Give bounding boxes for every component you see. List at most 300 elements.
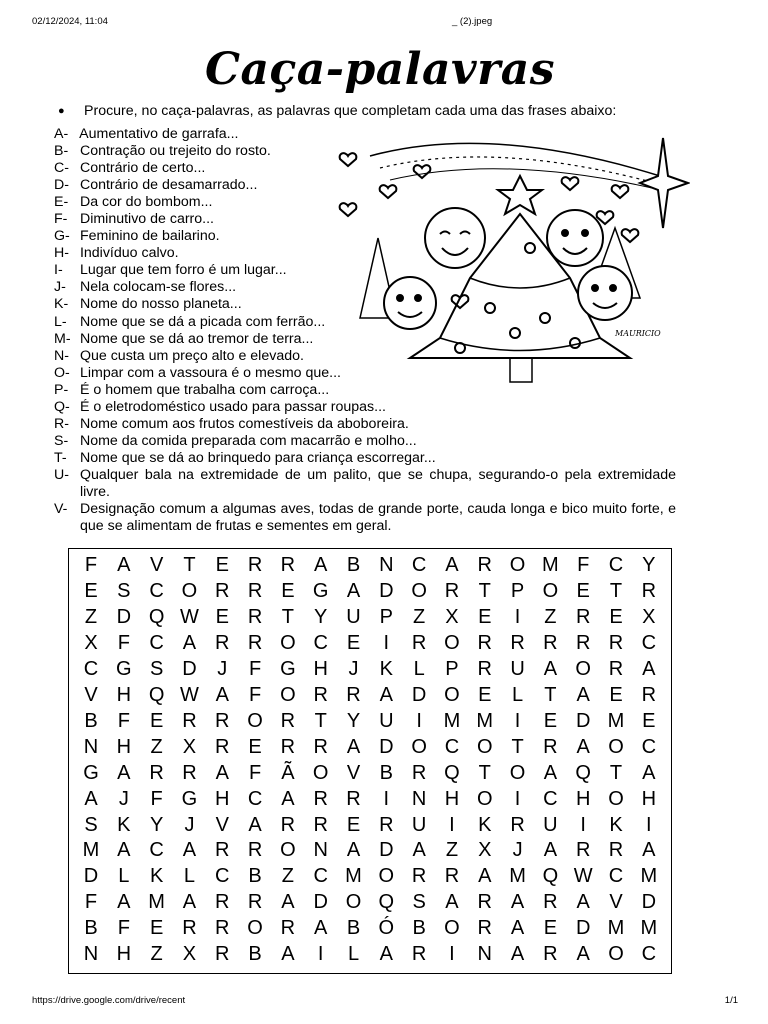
grid-cell[interactable]: R	[215, 943, 230, 966]
grid-cell[interactable]: A	[576, 735, 590, 758]
grid-cell[interactable]: Z	[150, 943, 163, 966]
grid-cell[interactable]: D	[575, 709, 591, 732]
grid-cell[interactable]: V	[149, 554, 164, 576]
grid-cell[interactable]: R	[280, 709, 296, 732]
grid-cell[interactable]: R	[411, 865, 427, 888]
grid-cell[interactable]: T	[183, 554, 196, 576]
grid-cell[interactable]: A	[346, 839, 361, 862]
grid-cell[interactable]: I	[449, 813, 455, 836]
grid-cell[interactable]: T	[511, 735, 524, 758]
clue-text: Lugar que tem forro é um lugar...	[79, 262, 287, 279]
grid-cell[interactable]: E	[543, 709, 558, 732]
grid-cell[interactable]: A	[576, 891, 590, 914]
grid-cell[interactable]: Y	[314, 605, 328, 628]
grid-cell[interactable]: N	[83, 943, 99, 966]
grid-cell[interactable]: R	[477, 891, 492, 914]
grid-cell[interactable]: U	[543, 813, 558, 836]
grid-cell[interactable]: F	[248, 761, 262, 784]
grid-cell[interactable]: B	[84, 917, 98, 940]
grid-cell[interactable]: R	[247, 839, 263, 862]
grid-cell[interactable]: Z	[413, 605, 426, 628]
grid-cell[interactable]: S	[117, 579, 131, 602]
grid-cell[interactable]: R	[477, 917, 492, 940]
grid-cell[interactable]: D	[379, 735, 394, 758]
grid-cell[interactable]: M	[148, 891, 165, 914]
grid-cell[interactable]: A	[510, 917, 525, 940]
grid-cell[interactable]: T	[314, 709, 327, 732]
grid-cell[interactable]: C	[641, 943, 657, 966]
grid-cell[interactable]: N	[379, 554, 394, 576]
grid-cell[interactable]: R	[575, 839, 591, 862]
grid-cell[interactable]: L	[413, 657, 425, 680]
grid-cell[interactable]: E	[215, 605, 229, 628]
grid-cell[interactable]: R	[608, 657, 624, 680]
grid-cell[interactable]: A	[117, 891, 131, 914]
grid-cell[interactable]: I	[383, 631, 390, 654]
grid-cell[interactable]: J	[512, 839, 523, 862]
grid-cell[interactable]: C	[215, 865, 230, 888]
grid-cell[interactable]: R	[510, 813, 525, 836]
grid-cell[interactable]: T	[281, 605, 294, 628]
grid-cell[interactable]: T	[544, 683, 557, 706]
grid-cell[interactable]: R	[280, 917, 296, 940]
grid-cell[interactable]: A	[412, 839, 426, 862]
grid-cell[interactable]: G	[280, 657, 296, 680]
grid-cell[interactable]: B	[412, 917, 426, 940]
grid-cell[interactable]: O	[280, 631, 296, 654]
grid-cell[interactable]: O	[476, 787, 493, 810]
grid-cell[interactable]: Y	[642, 554, 656, 576]
grid-cell[interactable]: R	[247, 605, 263, 628]
grid-cell[interactable]: G	[312, 579, 329, 602]
grid-cell[interactable]: N	[477, 943, 492, 966]
grid-cell[interactable]: A	[215, 761, 229, 784]
grid-cell[interactable]: U	[379, 709, 394, 732]
grid-cell[interactable]: A	[642, 839, 656, 862]
grid-cell[interactable]: A	[445, 891, 459, 914]
grid-cell[interactable]: L	[183, 865, 195, 888]
grid-cell[interactable]: E	[346, 631, 361, 654]
grid-cell[interactable]: Q	[148, 683, 165, 706]
print-date: 02/12/2024, 11:04	[32, 16, 108, 27]
grid-cell[interactable]: C	[247, 787, 263, 810]
grid-cell[interactable]: C	[149, 631, 164, 654]
clue-letter: I-	[54, 262, 63, 279]
grid-cell[interactable]: E	[609, 683, 623, 706]
grid-cell[interactable]: I	[317, 943, 324, 966]
grid-cell[interactable]: R	[411, 943, 427, 966]
grid-cell[interactable]: O	[444, 631, 460, 654]
grid-cell[interactable]: C	[313, 631, 328, 654]
grid-cell[interactable]: B	[346, 554, 361, 576]
grid-cell[interactable]: R	[543, 735, 558, 758]
grid-cell[interactable]: A	[379, 943, 393, 966]
grid-cell[interactable]: R	[543, 891, 558, 914]
grid-cell[interactable]: A	[543, 657, 558, 680]
grid-cell[interactable]: O	[280, 839, 296, 862]
grid-cell[interactable]: R	[641, 579, 657, 602]
grid-cell[interactable]: N	[313, 839, 328, 862]
grid-cell[interactable]: A	[248, 813, 262, 836]
grid-cell[interactable]: R	[280, 735, 296, 758]
grid-cell[interactable]: O	[411, 579, 427, 602]
grid-cell[interactable]: A	[314, 554, 328, 576]
grid-cell[interactable]: A	[543, 839, 558, 862]
grid-cell[interactable]: A	[281, 891, 295, 914]
grid-cell[interactable]: R	[477, 554, 492, 576]
grid-cell[interactable]: C	[641, 631, 657, 654]
grid-cell[interactable]: F	[248, 683, 262, 706]
grid-cell[interactable]: K	[379, 657, 393, 680]
grid-cell[interactable]: A	[281, 787, 295, 810]
grid-cell[interactable]: S	[84, 813, 98, 836]
grid-cell[interactable]: M	[443, 709, 461, 732]
grid-cell[interactable]: J	[217, 657, 228, 680]
grid-cell[interactable]: A	[215, 683, 229, 706]
grid-cell[interactable]: R	[182, 709, 197, 732]
grid-cell[interactable]: R	[575, 631, 591, 654]
grid-cell[interactable]: C	[444, 735, 460, 758]
grid-cell[interactable]: T	[609, 761, 623, 784]
clue-text: Nela colocam-se flores...	[79, 279, 237, 296]
grid-cell[interactable]: B	[248, 865, 262, 888]
grid-cell[interactable]: M	[607, 917, 625, 940]
grid-cell[interactable]: R	[510, 631, 525, 654]
grid-cell[interactable]: R	[608, 631, 624, 654]
grid-cell[interactable]: C	[543, 787, 558, 810]
grid-cell[interactable]: A	[182, 891, 197, 914]
grid-cell[interactable]: A	[182, 631, 197, 654]
grid-cell[interactable]: V	[609, 891, 623, 914]
grid-cell[interactable]: Ó	[378, 917, 395, 940]
grid-cell[interactable]: L	[118, 865, 130, 888]
grid-cell[interactable]: R	[247, 891, 263, 914]
grid-cell[interactable]: O	[608, 943, 624, 966]
grid-cell[interactable]: C	[641, 735, 657, 758]
grid-cell[interactable]: I	[514, 787, 521, 810]
grid-cell[interactable]: X	[182, 943, 197, 966]
grid-cell[interactable]: A	[576, 683, 590, 706]
grid-cell[interactable]: W	[179, 605, 199, 628]
grid-cell[interactable]: R	[411, 761, 427, 784]
grid-cell[interactable]: N	[411, 787, 427, 810]
grid-cell[interactable]: K	[149, 865, 164, 888]
grid-cell[interactable]: Z	[150, 735, 163, 758]
grid-cell[interactable]: H	[313, 657, 328, 680]
grid-cell[interactable]: R	[280, 554, 296, 576]
grid-cell[interactable]: O	[476, 735, 493, 758]
grid-cell[interactable]: I	[514, 709, 521, 732]
grid-cell[interactable]: A	[182, 839, 197, 862]
grid-cell[interactable]: D	[182, 657, 197, 680]
grid-row	[69, 631, 671, 656]
grid-cell[interactable]: O	[509, 554, 526, 576]
grid-cell[interactable]: I	[449, 943, 455, 966]
grid-cell[interactable]: K	[478, 813, 492, 836]
grid-cell[interactable]: O	[247, 917, 263, 940]
grid-cell[interactable]: X	[84, 631, 98, 654]
grid-cell[interactable]: N	[83, 735, 99, 758]
grid-cell[interactable]: Z	[84, 605, 98, 628]
grid-cell[interactable]: A	[510, 943, 525, 966]
grid-cell[interactable]: R	[215, 891, 230, 914]
grid-cell[interactable]: R	[346, 683, 361, 706]
grid-cell[interactable]: R	[280, 813, 296, 836]
grid-cell[interactable]: I	[383, 787, 390, 810]
grid-cell[interactable]: U	[346, 605, 361, 628]
grid-cell[interactable]: S	[412, 891, 426, 914]
grid-cell[interactable]: W	[573, 865, 593, 888]
grid-cell[interactable]: Q	[575, 761, 591, 784]
grid-cell[interactable]: R	[313, 683, 328, 706]
grid-cell[interactable]: A	[478, 865, 492, 888]
grid-cell[interactable]: R	[215, 579, 230, 602]
grid-cell[interactable]: M	[345, 865, 362, 888]
grid-cell[interactable]: G	[181, 787, 198, 810]
grid-cell[interactable]: D	[641, 891, 657, 914]
grid-cell[interactable]: M	[542, 554, 559, 576]
grid-cell[interactable]: Z	[281, 865, 294, 888]
grid-cell[interactable]: R	[247, 631, 263, 654]
grid-cell[interactable]: E	[248, 735, 262, 758]
grid-cell[interactable]: B	[248, 943, 262, 966]
grid-cell[interactable]: O	[608, 735, 624, 758]
grid-cell[interactable]: R	[182, 761, 197, 784]
grid-cell[interactable]: C	[313, 865, 328, 888]
grid-cell[interactable]: O	[181, 579, 198, 602]
grid-cell[interactable]: O	[444, 917, 460, 940]
grid-cell[interactable]: T	[478, 761, 491, 784]
grid-cell[interactable]: R	[215, 917, 230, 940]
grid-cell[interactable]: B	[379, 761, 393, 784]
grid-cell[interactable]: Q	[148, 605, 165, 628]
grid-cell[interactable]: R	[247, 554, 263, 576]
grid-cell[interactable]: H	[641, 787, 657, 810]
grid-cell[interactable]: R	[313, 787, 328, 810]
grid-cell[interactable]: A	[117, 839, 131, 862]
grid-cell[interactable]: I	[514, 605, 521, 628]
grid-cell[interactable]: A	[379, 683, 393, 706]
grid-cell[interactable]: P	[379, 605, 393, 628]
grid-cell[interactable]: P	[510, 579, 525, 602]
grid-cell[interactable]: R	[543, 943, 558, 966]
grid-cell[interactable]: Q	[542, 865, 559, 888]
grid-cell[interactable]: C	[149, 579, 164, 602]
grid-cell[interactable]: X	[642, 605, 656, 628]
grid-cell[interactable]: F	[84, 554, 98, 576]
grid-cell[interactable]: A	[281, 943, 295, 966]
grid-cell[interactable]: O	[608, 787, 624, 810]
grid-cell[interactable]: F	[577, 554, 590, 576]
grid-cell[interactable]: C	[411, 554, 427, 576]
grid-cell[interactable]: R	[247, 579, 263, 602]
grid-cell[interactable]: R	[215, 631, 230, 654]
grid-cell[interactable]: R	[346, 787, 361, 810]
grid-cell[interactable]: M	[640, 917, 658, 940]
grid-cell[interactable]: R	[641, 683, 657, 706]
grid-cell[interactable]: R	[444, 579, 460, 602]
grid-cell[interactable]: R	[444, 865, 460, 888]
grid-cell[interactable]: E	[346, 813, 361, 836]
grid-cell[interactable]: E	[642, 709, 656, 732]
grid-row	[69, 838, 671, 863]
grid-cell[interactable]: E	[478, 605, 492, 628]
grid-cell[interactable]: Z	[544, 605, 557, 628]
grid-cell[interactable]: A	[543, 761, 558, 784]
grid-cell[interactable]: O	[575, 657, 591, 680]
grid-cell[interactable]: B	[346, 917, 361, 940]
clue-letter: B-	[54, 143, 69, 160]
grid-cell[interactable]: A	[346, 579, 361, 602]
grid-cell[interactable]: A	[346, 735, 361, 758]
grid-cell[interactable]: H	[444, 787, 460, 810]
grid-cell[interactable]: H	[116, 943, 132, 966]
grid-cell[interactable]: Z	[445, 839, 459, 862]
grid-cell[interactable]: S	[149, 657, 164, 680]
grid-cell[interactable]: A	[510, 891, 525, 914]
grid-cell[interactable]: D	[116, 605, 132, 628]
grid-cell[interactable]: R	[608, 839, 624, 862]
grid-cell[interactable]: A	[642, 657, 656, 680]
grid-cell[interactable]: M	[607, 709, 625, 732]
grid-cell[interactable]: Y	[149, 813, 164, 836]
grid-cell[interactable]: Y	[346, 709, 361, 732]
grid-cell[interactable]: A	[117, 761, 131, 784]
grid-cell[interactable]: O	[378, 865, 395, 888]
grid-cell[interactable]: R	[477, 631, 492, 654]
grid-cell[interactable]: T	[478, 579, 491, 602]
grid-cell[interactable]: U	[510, 657, 525, 680]
grid-cell[interactable]: V	[84, 683, 98, 706]
grid-cell[interactable]: M	[82, 839, 100, 862]
grid-cell[interactable]: F	[117, 631, 130, 654]
grid-cell[interactable]: G	[83, 761, 99, 784]
clue-letter: K-	[54, 296, 69, 313]
christmas-tree-kids-illustration	[330, 128, 690, 396]
grid-cell[interactable]: O	[312, 761, 329, 784]
grid-cell[interactable]: L	[347, 943, 360, 966]
grid-cell[interactable]: O	[411, 735, 427, 758]
grid-cell[interactable]: Ã	[281, 761, 295, 784]
grid-cell[interactable]: O	[542, 579, 559, 602]
grid-cell[interactable]: Q	[444, 761, 460, 784]
grid-cell[interactable]: X	[445, 605, 459, 628]
grid-cell[interactable]: A	[576, 943, 590, 966]
grid-cell[interactable]: I	[416, 709, 422, 732]
grid-cell[interactable]: E	[576, 579, 590, 602]
grid-cell[interactable]: K	[117, 813, 131, 836]
grid-cell[interactable]: C	[608, 865, 624, 888]
grid-cell[interactable]: B	[84, 709, 98, 732]
grid-cell[interactable]: I	[646, 813, 652, 836]
grid-cell[interactable]: R	[477, 657, 492, 680]
grid-cell[interactable]: R	[149, 761, 164, 784]
grid-cell[interactable]: X	[478, 839, 492, 862]
grid-cell[interactable]: R	[543, 631, 558, 654]
grid-cell[interactable]: T	[609, 579, 623, 602]
grid-cell[interactable]: C	[149, 839, 164, 862]
grid-cell[interactable]: E	[609, 605, 623, 628]
grid-cell[interactable]: A	[445, 554, 459, 576]
grid-cell[interactable]: M	[476, 709, 494, 732]
grid-cell[interactable]: H	[116, 683, 132, 706]
grid-cell[interactable]: H	[575, 787, 591, 810]
grid-cell[interactable]: E	[149, 709, 164, 732]
grid-cell[interactable]: O	[345, 891, 362, 914]
grid-cell[interactable]: M	[509, 865, 526, 888]
grid-cell[interactable]: I	[580, 813, 586, 836]
grid-cell[interactable]: H	[116, 735, 132, 758]
grid-cell[interactable]: M	[640, 865, 658, 888]
grid-cell[interactable]: R	[379, 813, 394, 836]
grid-cell[interactable]: J	[348, 657, 359, 680]
grid-cell[interactable]: X	[182, 735, 197, 758]
grid-cell[interactable]: E	[84, 579, 98, 602]
grid-cell[interactable]: O	[509, 761, 526, 784]
grid-cell[interactable]: V	[346, 761, 361, 784]
grid-cell[interactable]: D	[411, 683, 427, 706]
grid-cell[interactable]: J	[118, 787, 129, 810]
grid-cell[interactable]: R	[313, 813, 328, 836]
grid-cell[interactable]: P	[445, 657, 459, 680]
grid-cell[interactable]: E	[478, 683, 492, 706]
grid-cell[interactable]: C	[608, 554, 624, 576]
grid-cell[interactable]: A	[117, 554, 131, 576]
clue-text: É o eletrodoméstico usado para passar roupas...	[79, 398, 386, 415]
grid-cell[interactable]: F	[248, 657, 262, 680]
grid-cell[interactable]: A	[314, 917, 328, 940]
clue-letter: T-	[54, 449, 67, 466]
grid-cell[interactable]: R	[215, 839, 230, 862]
grid-cell[interactable]: E	[149, 917, 164, 940]
clue-letter: G-	[54, 228, 70, 245]
grid-cell[interactable]: A	[84, 787, 98, 810]
grid-cell[interactable]: V	[215, 813, 229, 836]
grid-cell[interactable]: R	[313, 735, 328, 758]
grid-cell[interactable]: O	[247, 709, 263, 732]
grid-cell[interactable]: F	[150, 787, 163, 810]
grid-cell[interactable]: E	[543, 917, 558, 940]
grid-cell[interactable]: D	[575, 917, 591, 940]
grid-cell[interactable]: G	[116, 657, 132, 680]
grid-cell[interactable]: O	[280, 683, 296, 706]
grid-cell[interactable]: R	[182, 917, 197, 940]
grid-cell[interactable]: E	[215, 554, 229, 576]
grid-cell[interactable]: E	[281, 579, 295, 602]
grid-cell[interactable]: H	[215, 787, 230, 810]
grid-cell[interactable]: R	[215, 709, 230, 732]
grid-cell[interactable]: D	[313, 891, 328, 914]
grid-cell[interactable]: R	[575, 605, 591, 628]
grid-cell[interactable]: C	[83, 657, 99, 680]
grid-cell[interactable]: J	[184, 813, 195, 836]
grid-cell[interactable]: L	[512, 683, 524, 706]
grid-cell[interactable]: R	[411, 631, 427, 654]
grid-cell[interactable]: F	[117, 709, 130, 732]
grid-cell[interactable]: D	[83, 865, 99, 888]
grid-cell[interactable]: Q	[378, 891, 395, 914]
grid-cell[interactable]: U	[411, 813, 427, 836]
grid-cell[interactable]: D	[379, 839, 394, 862]
grid-cell[interactable]: F	[84, 891, 98, 914]
grid-cell[interactable]: A	[642, 761, 656, 784]
grid-cell[interactable]: K	[609, 813, 623, 836]
grid-cell[interactable]: W	[179, 683, 199, 706]
grid-cell[interactable]: R	[215, 735, 230, 758]
grid-cell[interactable]: F	[117, 917, 130, 940]
grid-cell[interactable]: D	[379, 579, 394, 602]
grid-cell[interactable]: O	[444, 683, 460, 706]
